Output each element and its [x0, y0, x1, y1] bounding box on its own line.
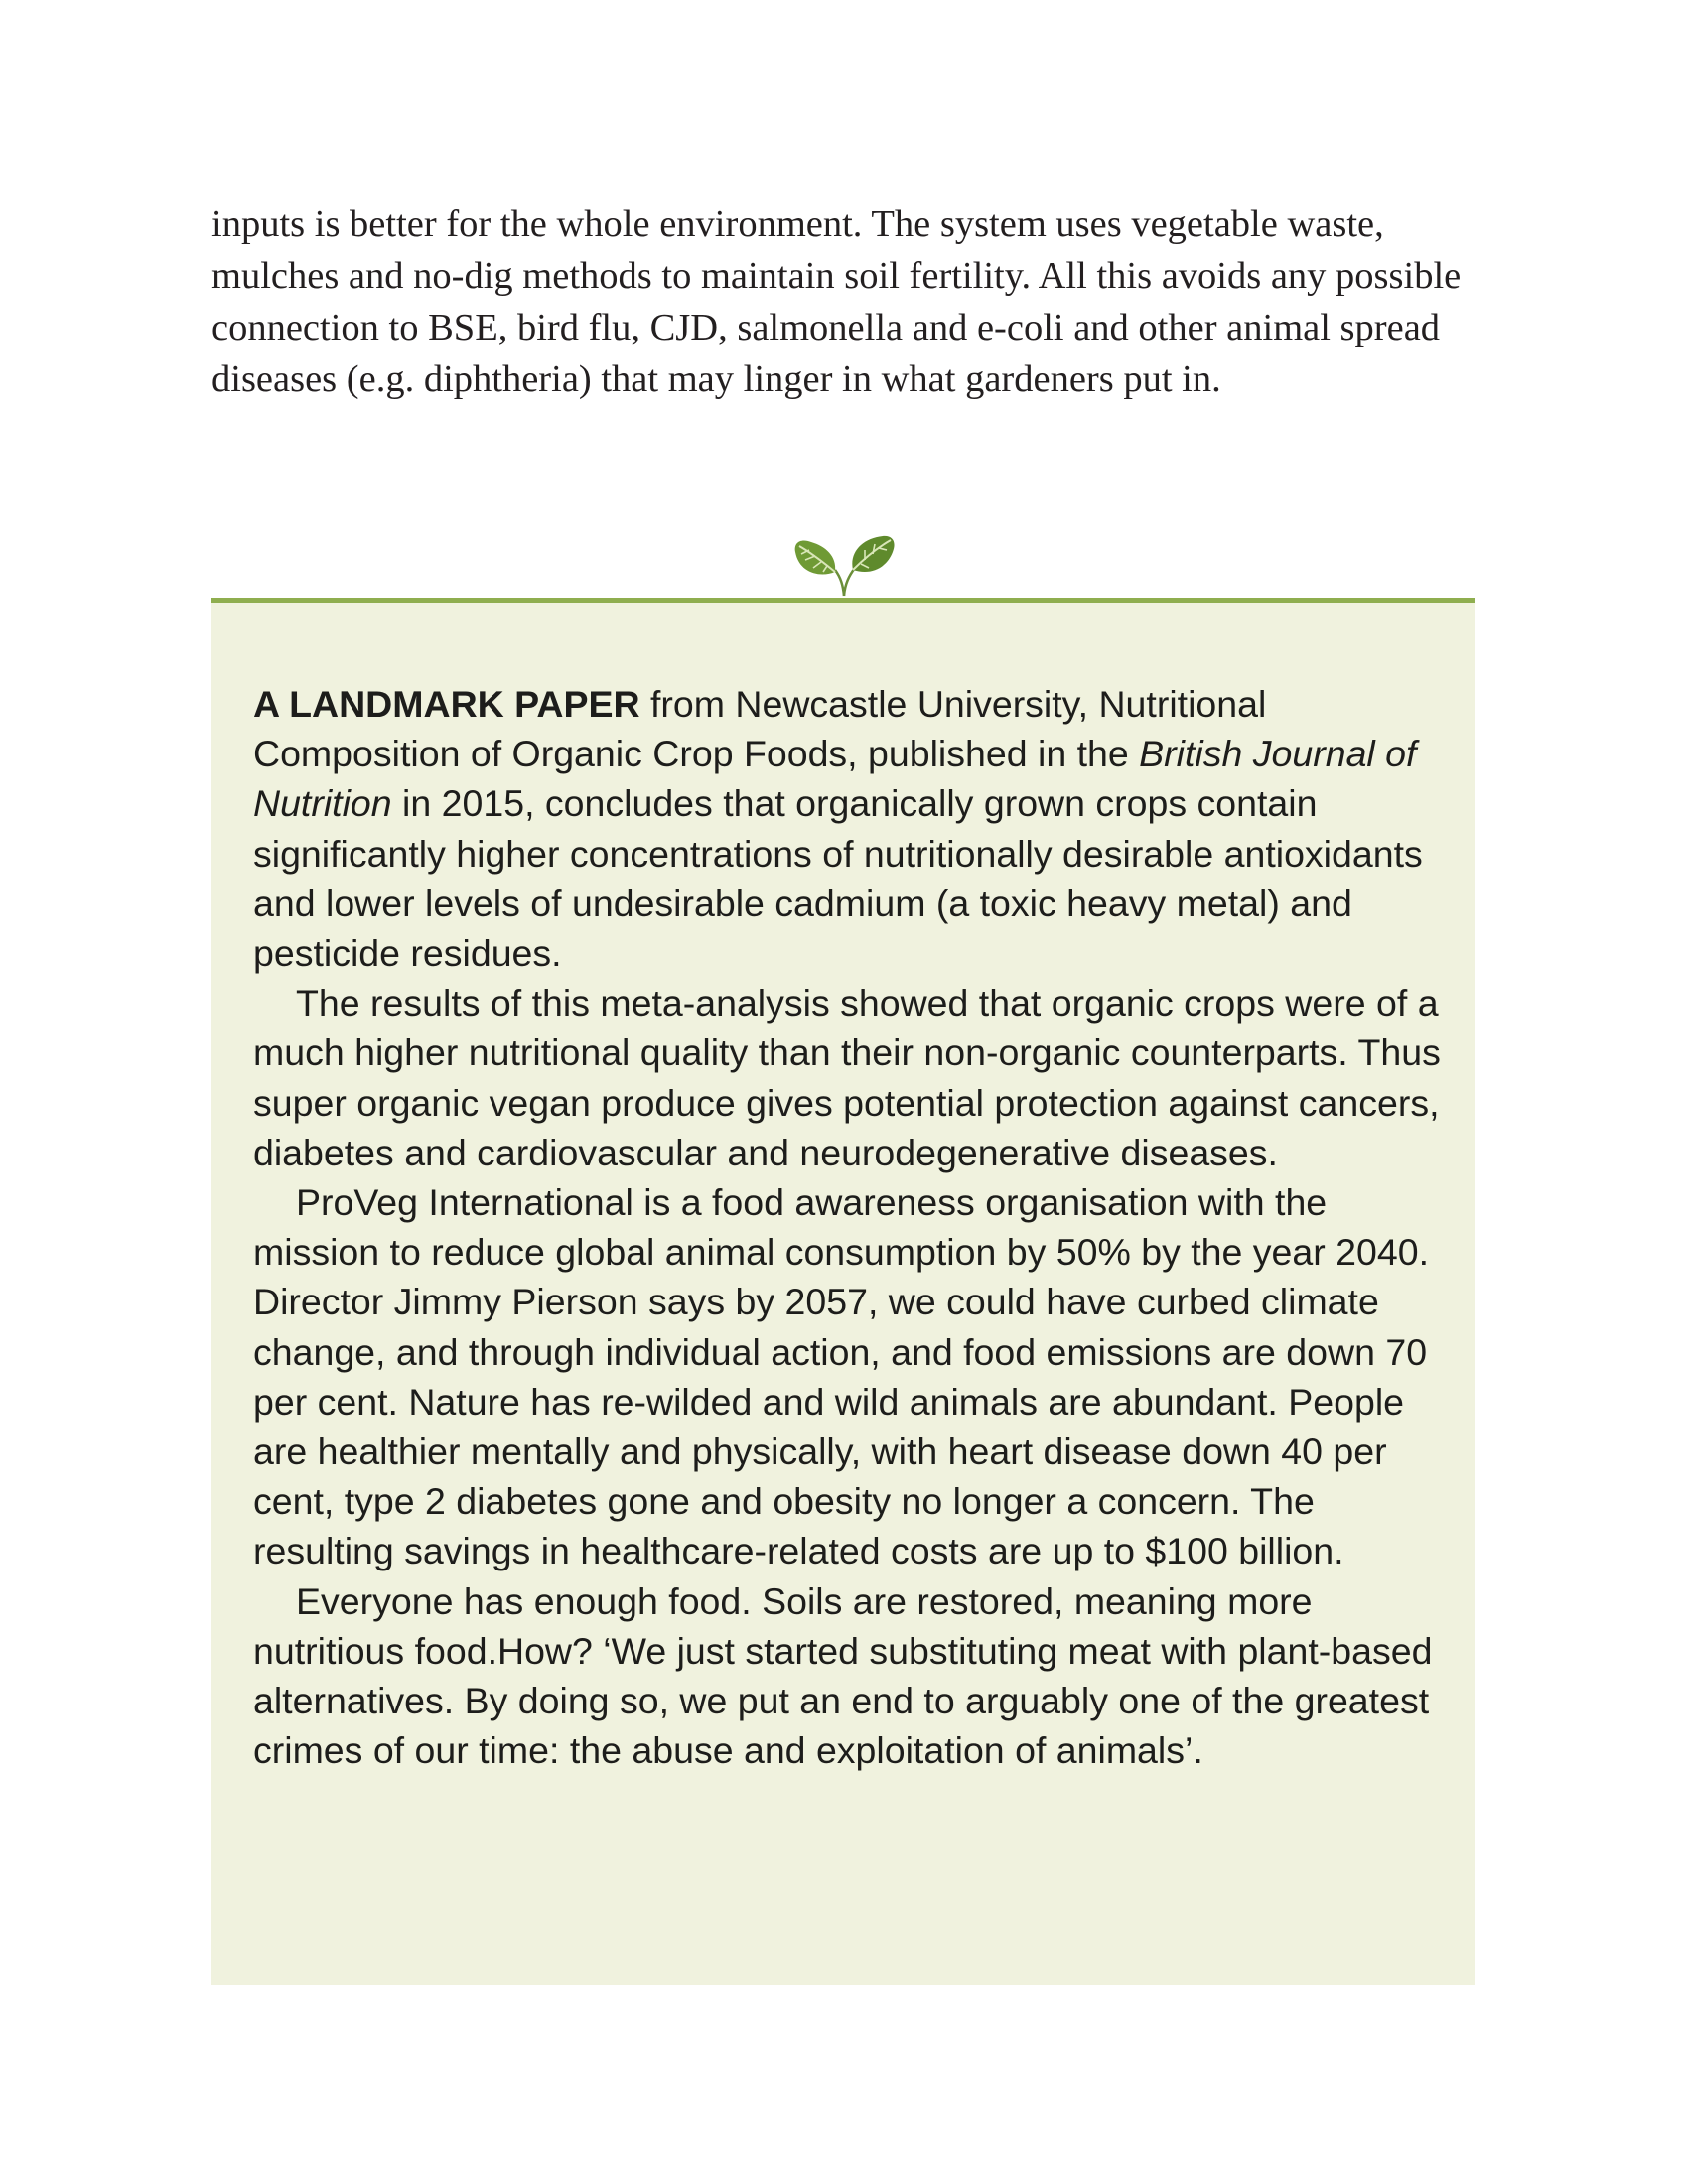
box-paragraph-4: Everyone has enough food. Soils are restored, meaning more nutritious food.How? ‘We just started substituting meat with plant-based alternatives. By doing so, we put an end to arguably one of the greatest crimes of our time: the abuse and exploitation of animals’. — [253, 1579, 1433, 1772]
box-paragraph-2: The results of this meta-analysis showed that organic crops were of a much higher nutritional quality than their non-organic counterparts. Thus super organic vegan produce gives potential protection against cancers, diabetes and cardiovascular and neurodegenerative diseases. — [253, 982, 1441, 1173]
journal-title: British Journal of Nutrition — [253, 733, 1417, 825]
box-paragraph-1 — [253, 679, 1450, 978]
intro-paragraph: inputs is better for the whole environment. The system uses vegetable waste, mulches and no-dig methods to maintain soil fertility. All this avoids any possible connection to BSE, bird flu, CJD, salmonella and e-coli and other animal spread diseases (e.g. diphtheria) that may linger in what gardeners put in. — [211, 204, 1462, 400]
leaf-sprig-icon — [791, 534, 897, 598]
box-paragraph-3: ProVeg International is a food awareness organisation with the mission to reduce global animal consumption by 50% by the year 2040. Director Jimmy Pierson says by 2057, we could have curbed climate change, and through individual action, and food emissions are down 70 per cent. Nature has re-wilded and wild animals are abundant. People are healthier mentally and physically, with heart disease down 40 per cent, type 2 diabetes gone and obesity no longer a concern. The resulting savings in healthcare-related costs are up to $100 billion. — [253, 1181, 1430, 1572]
box-lead-heading: A LANDMARK PAPER — [253, 683, 640, 725]
box-paragraph-1-text-a: from Newcastle University, Nutritional Composition of Organic Crop Foods, published in the — [253, 683, 1267, 775]
sidebar-box-text — [253, 679, 1450, 1775]
box-paragraph-1-text-b: in 2015, concludes that organically grown crops contain significantly higher concentrations of nutritionally desirable antioxidants and lower levels of undesirable cadmium (a toxic heavy metal) and pesticide residues. — [253, 782, 1423, 975]
sidebar-box — [211, 603, 1475, 1985]
